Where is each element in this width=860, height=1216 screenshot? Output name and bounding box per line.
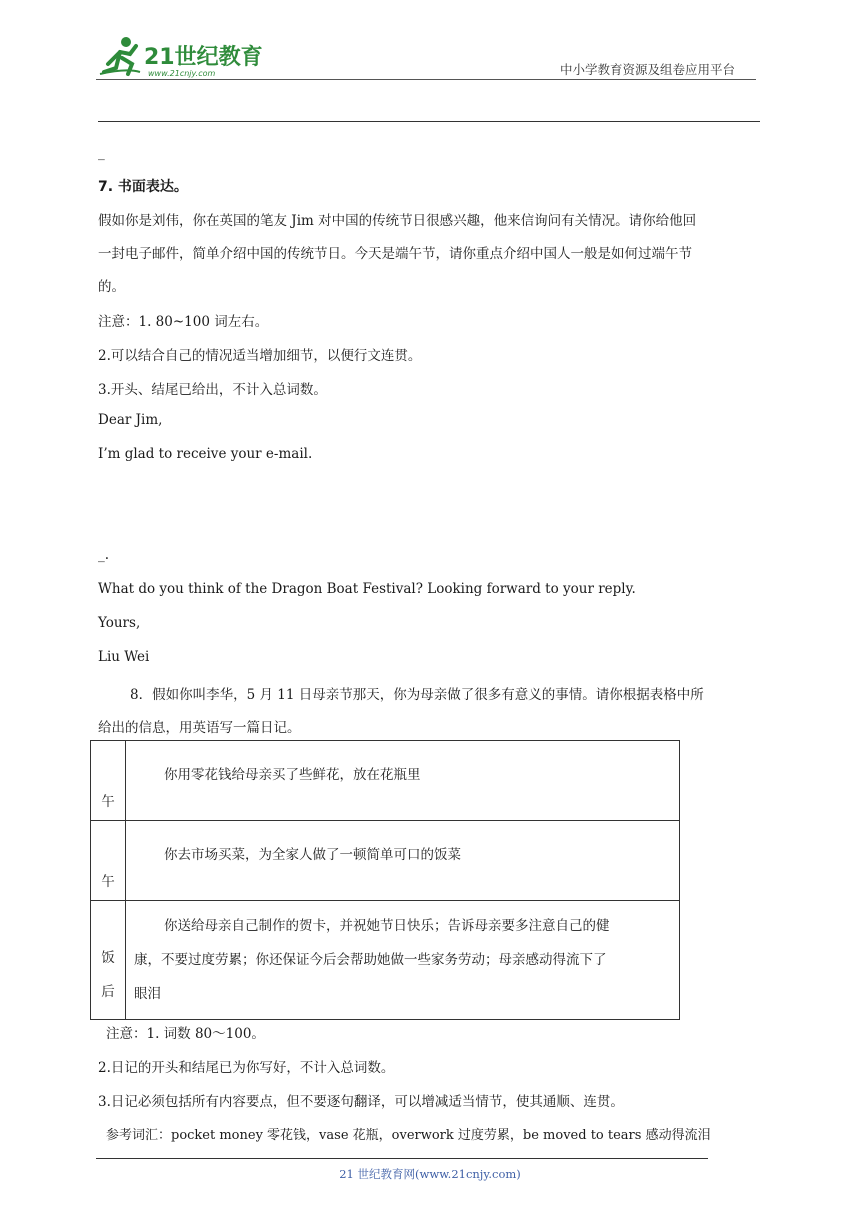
table-row <box>91 741 680 821</box>
svg-text:www.21cnjy.com: www.21cnjy.com <box>148 69 216 78</box>
table-cell-text: 你送给母亲自己制作的贺卡，并祝她节日快乐；告诉母亲要多注意自己的健 <box>164 918 610 934</box>
header-platform-text: 中小学教育资源及组卷应用平台 <box>560 62 736 77</box>
table-row-label: 午 <box>91 741 126 821</box>
q8-note-3: 3.日记必须包括所有内容要点，但不要逐句翻译，可以增减适当情节，使其通顺、连贯。 <box>98 1094 624 1110</box>
footer-divider <box>96 1158 708 1159</box>
question-8-prompt-line-1: 8．假如你叫李华，5 月 11 日母亲节那天，你为母亲做了很多有意义的事情。请你根据表格中所 <box>130 687 704 703</box>
info-table <box>90 740 680 1020</box>
svg-text:21世纪教育: 21世纪教育 <box>144 45 263 70</box>
letter-name: Liu Wei <box>98 649 150 665</box>
question-8-prompt-line-2: 给出的信息，用英语写一篇日记。 <box>98 720 301 736</box>
answer-blank-line <box>98 121 760 122</box>
table-row-content <box>126 821 680 901</box>
table-cell-text: 你用零花钱给母亲买了些鲜花，放在花瓶里 <box>164 767 421 783</box>
q7-note-1: 注意：1. 80~100 词左右。 <box>98 314 269 330</box>
q7-intro-line-3: 的。 <box>98 279 125 295</box>
footer-link[interactable]: 21 世纪教育网(www.21cnjy.com) <box>339 1167 521 1181</box>
table-cell-text: 眼泪 <box>134 986 161 1002</box>
table-row-label: 午 <box>91 821 126 901</box>
letter-opening: I’m glad to receive your e-mail. <box>98 446 313 462</box>
q8-note-1: 注意：1. 词数 80～100。 <box>106 1026 265 1042</box>
question-7-title: 7. 书面表达。 <box>98 179 188 195</box>
blank-dash: _ <box>98 145 105 161</box>
letter-closing: What do you think of the Dragon Boat Festival? Looking forward to your reply. <box>98 581 636 597</box>
q7-note-2: 2.可以结合自己的情况适当增加细节，以便行文连贯。 <box>98 348 422 364</box>
table-cell-text: 康，不要过度劳累；你还保证今后会帮助她做一些家务劳动；母亲感动得流下了 <box>134 952 607 968</box>
letter-signoff: Yours, <box>98 615 141 631</box>
table-row-label: 饭 后 <box>91 901 126 1020</box>
letter-blank-mark: _. <box>98 547 110 563</box>
q8-vocabulary: 参考词汇：pocket money 零花钱，vase 花瓶，overwork 过度劳累，be moved to tears 感动得流泪 <box>106 1128 711 1143</box>
table-row <box>91 901 680 1020</box>
table-cell-text: 你去市场买菜，为全家人做了一顿简单可口的饭菜 <box>164 847 461 863</box>
q7-intro-line-1: 假如你是刘伟，你在英国的笔友 Jim 对中国的传统节日很感兴趣，他来信询问有关情况。请你给他回 <box>98 213 697 229</box>
site-logo <box>96 34 266 78</box>
q7-intro-line-2: 一封电子邮件，简单介绍中国的传统节日。今天是端午节，请你重点介绍中国人一般是如何过端午节 <box>98 246 692 262</box>
q7-note-3: 3.开头、结尾已给出，不计入总词数。 <box>98 382 327 398</box>
table-row-content <box>126 741 680 821</box>
table-row-content <box>126 901 680 1020</box>
q8-note-2: 2.日记的开头和结尾已为你写好，不计入总词数。 <box>98 1060 395 1076</box>
header-divider <box>96 79 756 80</box>
table-row <box>91 821 680 901</box>
letter-salutation: Dear Jim, <box>98 412 163 428</box>
runner-logo-icon <box>96 34 266 78</box>
